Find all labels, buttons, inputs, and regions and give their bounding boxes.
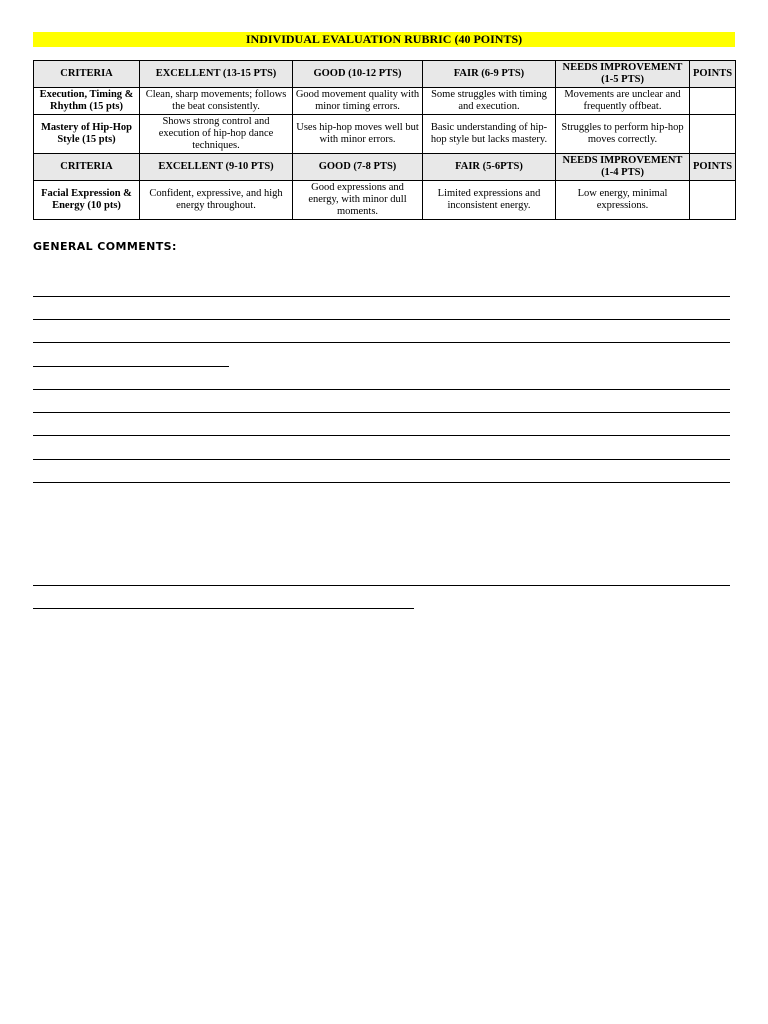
needs-improvement-cell: Struggles to perform hip-hop moves correctly. [556,115,690,154]
rubric-header-row [34,61,736,88]
points-entry-cell[interactable] [690,88,736,115]
header-needs-improvement: NEEDS IMPROVEMENT (1-5 PTS) [556,61,690,88]
header-good: GOOD (10-12 PTS) [293,61,423,88]
rubric-header-row-2 [34,154,736,181]
criteria-cell: Execution, Timing & Rhythm (15 pts) [34,88,140,115]
points-entry-cell[interactable] [690,181,736,220]
comment-line[interactable] [33,296,730,297]
header-points: POINTS [690,61,736,88]
header-criteria: CRITERIA [34,61,140,88]
points-entry-cell[interactable] [690,115,736,154]
header-fair: FAIR (5-6PTS) [423,154,556,181]
rubric-table [33,60,736,220]
comment-line[interactable] [33,412,730,413]
comment-line[interactable] [33,389,730,390]
criteria-cell: Mastery of Hip-Hop Style (15 pts) [34,115,140,154]
good-cell: Good movement quality with minor timing errors. [293,88,423,115]
excellent-cell: Confident, expressive, and high energy throughout. [140,181,293,220]
fair-cell: Basic understanding of hip-hop style but lacks mastery. [423,115,556,154]
rubric-row-facial-expression [34,181,736,220]
comment-line[interactable] [33,585,730,586]
excellent-cell: Shows strong control and execution of hip-hop dance techniques. [140,115,293,154]
fair-cell: Limited expressions and inconsistent energy. [423,181,556,220]
excellent-cell: Clean, sharp movements; follows the beat consistently. [140,88,293,115]
header-good: GOOD (7-8 PTS) [293,154,423,181]
header-excellent: EXCELLENT (9-10 PTS) [140,154,293,181]
needs-improvement-cell: Low energy, minimal expressions. [556,181,690,220]
rubric-row-hiphop-style [34,115,736,154]
comment-line[interactable] [33,319,730,320]
comment-line[interactable] [33,459,730,460]
fair-cell: Some struggles with timing and execution. [423,88,556,115]
header-excellent: EXCELLENT (13-15 PTS) [140,61,293,88]
comment-line[interactable] [33,435,730,436]
header-criteria: CRITERIA [34,154,140,181]
good-cell: Good expressions and energy, with minor dull moments. [293,181,423,220]
header-fair: FAIR (6-9 PTS) [423,61,556,88]
general-comments-label: GENERAL COMMENTS: [33,240,177,253]
comment-line[interactable] [33,366,229,367]
header-points: POINTS [690,154,736,181]
rubric-row-execution [34,88,736,115]
needs-improvement-cell: Movements are unclear and frequently offbeat. [556,88,690,115]
comment-line[interactable] [33,608,414,609]
good-cell: Uses hip-hop moves well but with minor errors. [293,115,423,154]
comment-line[interactable] [33,342,730,343]
header-needs-improvement: NEEDS IMPROVEMENT (1-4 PTS) [556,154,690,181]
rubric-title: INDIVIDUAL EVALUATION RUBRIC (40 POINTS) [33,32,735,47]
criteria-cell: Facial Expression & Energy (10 pts) [34,181,140,220]
comment-line[interactable] [33,482,730,483]
